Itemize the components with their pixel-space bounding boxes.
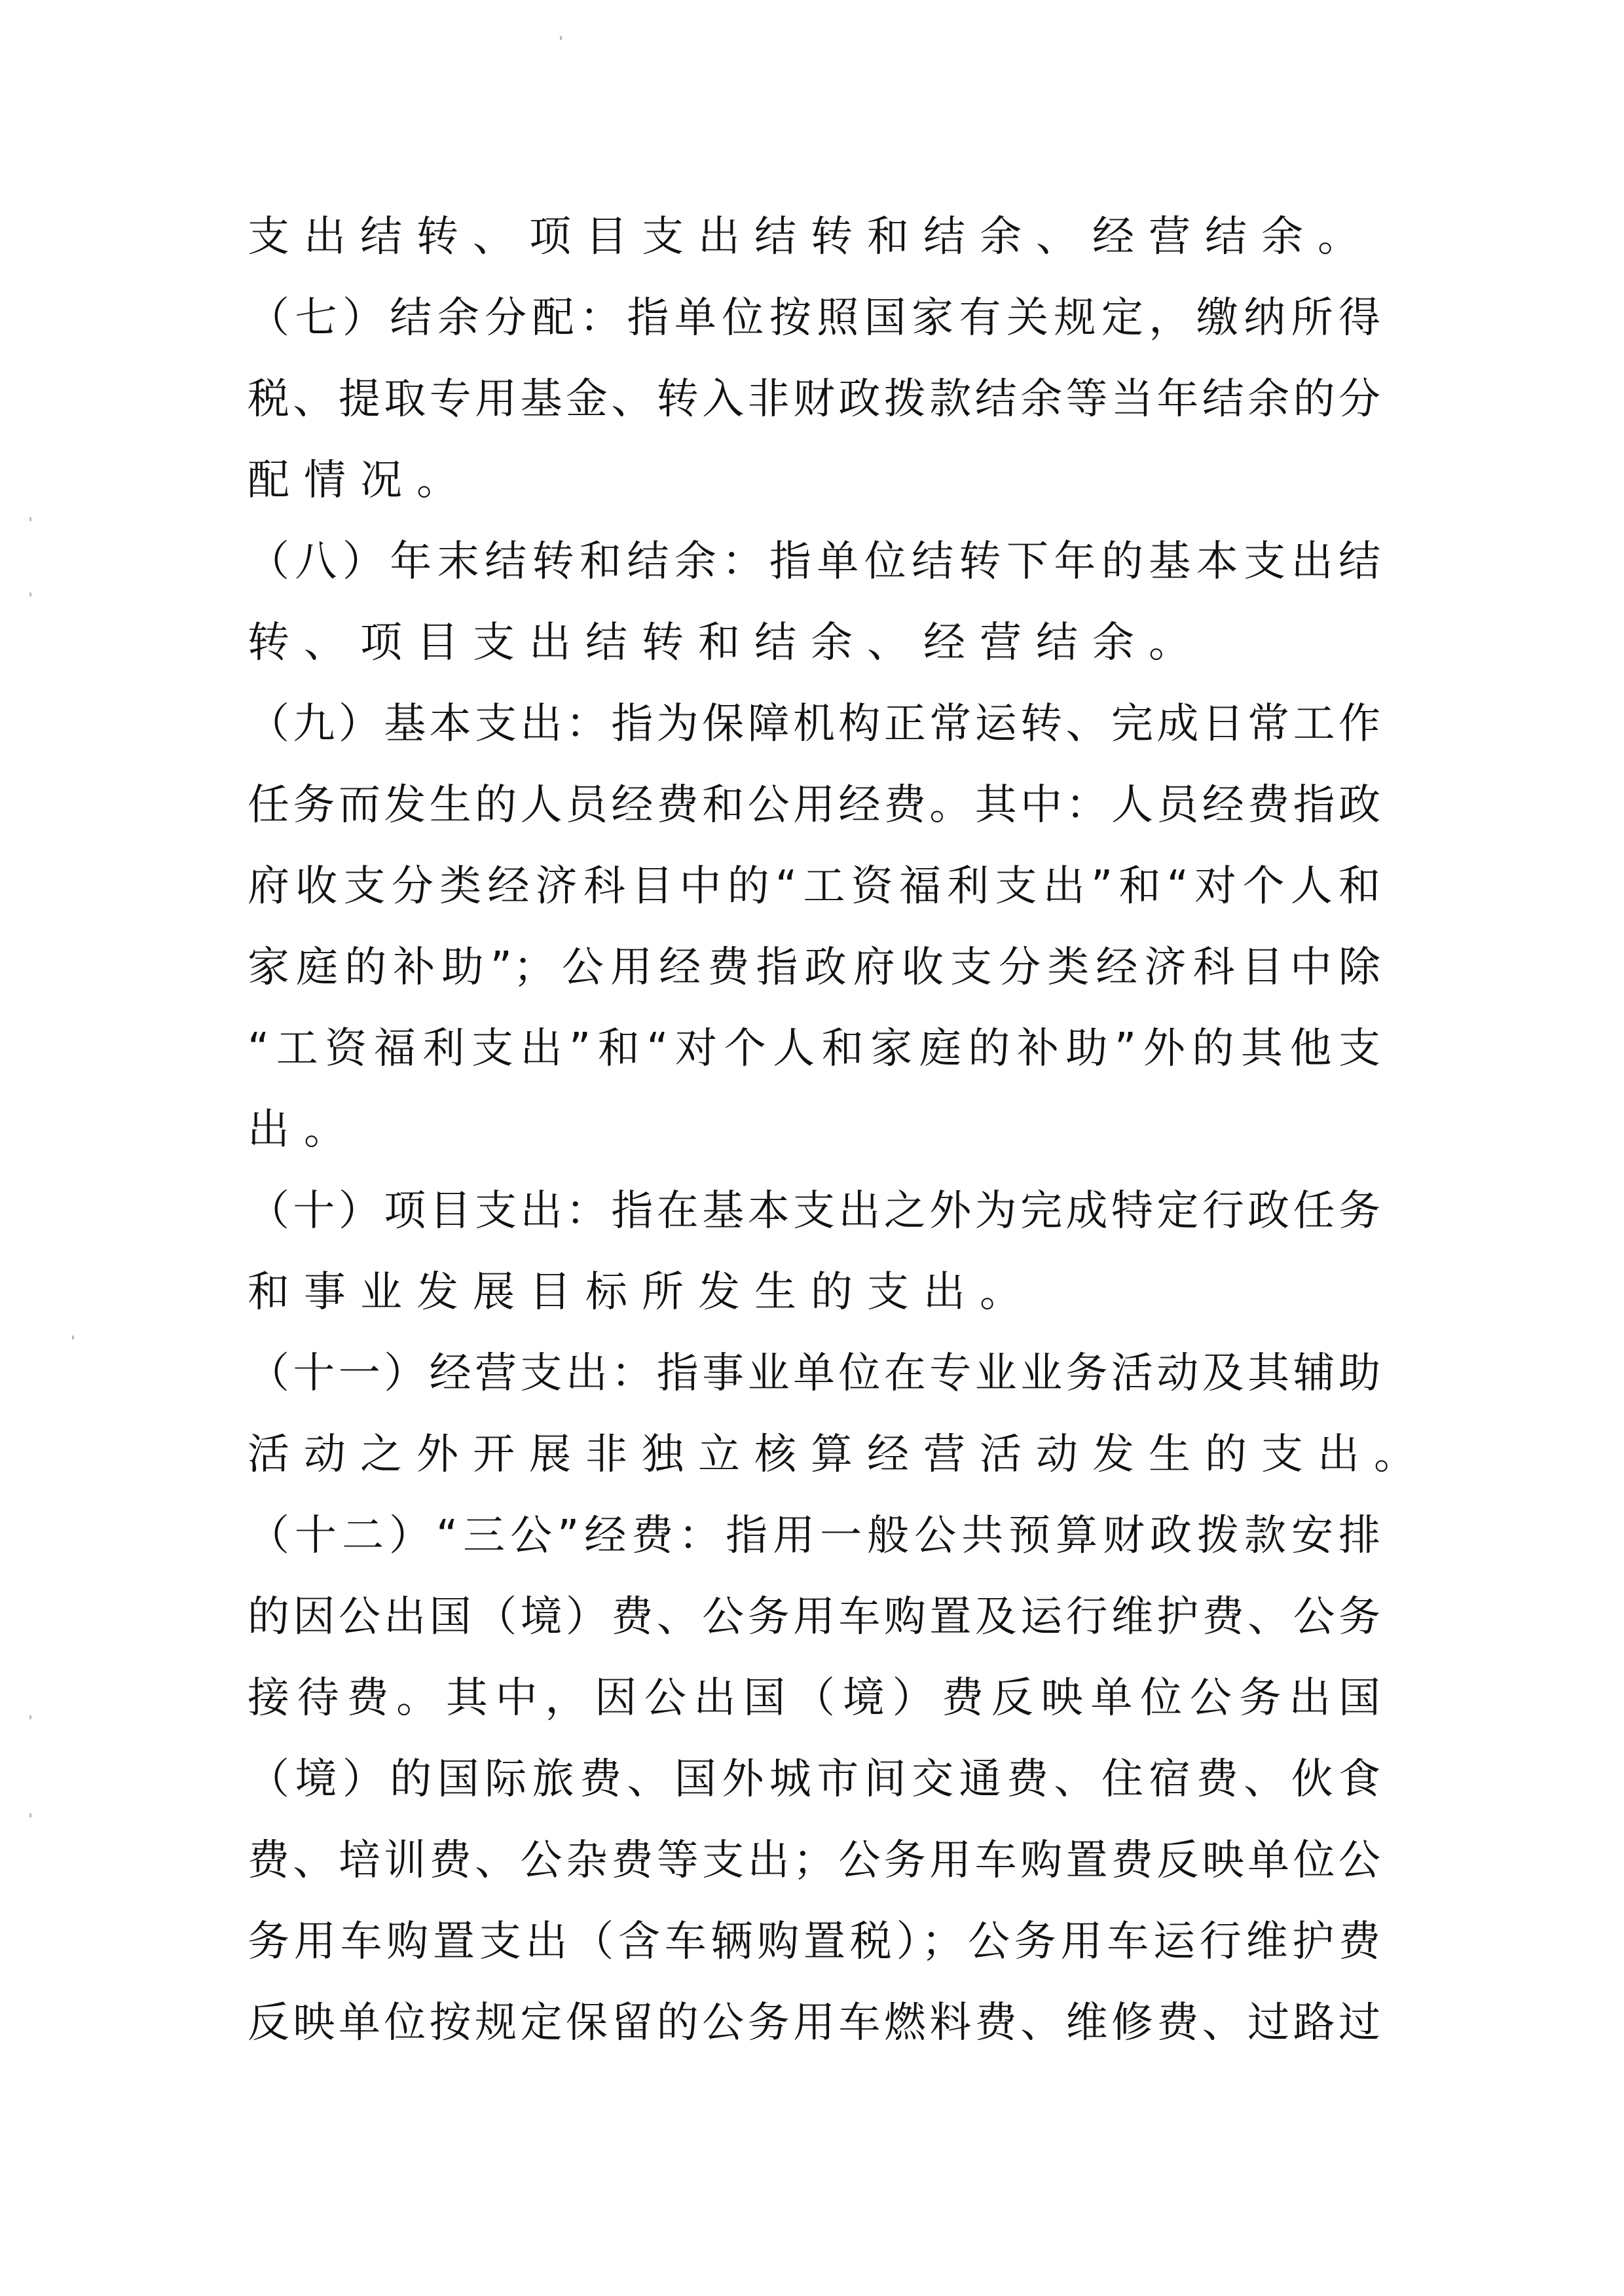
scan-speck (72, 1336, 74, 1339)
text-line: 支出结转、项目支出结转和结余、经营结余。 (248, 213, 1374, 261)
paragraph-item-12-three-public-expenses (248, 1495, 1382, 2064)
text-line: （八）年末结转和结余：指单位结转下年的基本支出结 (248, 538, 1382, 586)
paragraph-item-11-operating-expenditure (248, 1333, 1430, 1495)
scan-speck (29, 1813, 31, 1817)
paragraph-item-8-year-end-carryover (248, 521, 1382, 683)
scan-speck (29, 592, 31, 596)
text-line: 反映单位按规定保留的公务用车燃料费、维修费、过路过 (248, 1999, 1382, 2047)
scan-speck (560, 36, 562, 40)
text-line: 出。 (248, 1106, 360, 1154)
text-line: （十一）经营支出：指事业单位在专业业务活动及其辅助 (248, 1349, 1382, 1398)
text-line: 配情况。 (248, 456, 473, 505)
text-line: （十二）“三公”经费：指用一般公共预算财政拨款安排 (248, 1512, 1382, 1560)
text-line: “工资福利支出”和“对个人和家庭的补助”外的其他支 (248, 1025, 1382, 1073)
text-line: 和事业发展目标所发生的支出。 (248, 1268, 1036, 1317)
text-line: （十）项目支出：指在基本支出之外为完成特定行政任务 (248, 1187, 1382, 1235)
text-line: 的因公出国（境）费、公务用车购置及运行维护费、公务 (248, 1593, 1382, 1641)
text-line: 家庭的补助”；公用经费指政府收支分类经济科目中除 (248, 943, 1382, 992)
paragraph-continuation (248, 196, 1382, 278)
scan-speck (29, 1715, 31, 1719)
text-line: 活动之外开展非独立核算经营活动发生的支出。 (248, 1430, 1430, 1479)
text-line: 费、培训费、公杂费等支出；公务用车购置费反映单位公 (248, 1836, 1382, 1885)
paragraph-item-7-surplus-distribution (248, 278, 1382, 521)
paragraph-item-9-basic-expenditure (248, 683, 1382, 1171)
text-line: 接待费。其中，因公出国（境）费反映单位公务出国 (248, 1674, 1382, 1722)
text-line: （七）结余分配：指单位按照国家有关规定，缴纳所得 (248, 294, 1382, 342)
text-line: 税、提取专用基金、转入非财政拨款结余等当年结余的分 (248, 375, 1382, 424)
paragraph-item-10-project-expenditure (248, 1171, 1382, 1333)
text-line: 任务而发生的人员经费和公用经费。其中：人员经费指政 (248, 781, 1382, 829)
text-line: （境）的国际旅费、国外城市间交通费、住宿费、伙食 (248, 1755, 1382, 1804)
scan-speck (29, 517, 31, 521)
document-page (248, 196, 1430, 2064)
text-line: （九）基本支出：指为保障机构正常运转、完成日常工作 (248, 700, 1382, 748)
text-line: 府收支分类经济科目中的“工资福利支出”和“对个人和 (248, 862, 1382, 911)
text-line: 转、项目支出结转和结余、经营结余。 (248, 619, 1205, 667)
text-line: 务用车购置支出（含车辆购置税）；公务用车运行维护费 (248, 1918, 1382, 1966)
